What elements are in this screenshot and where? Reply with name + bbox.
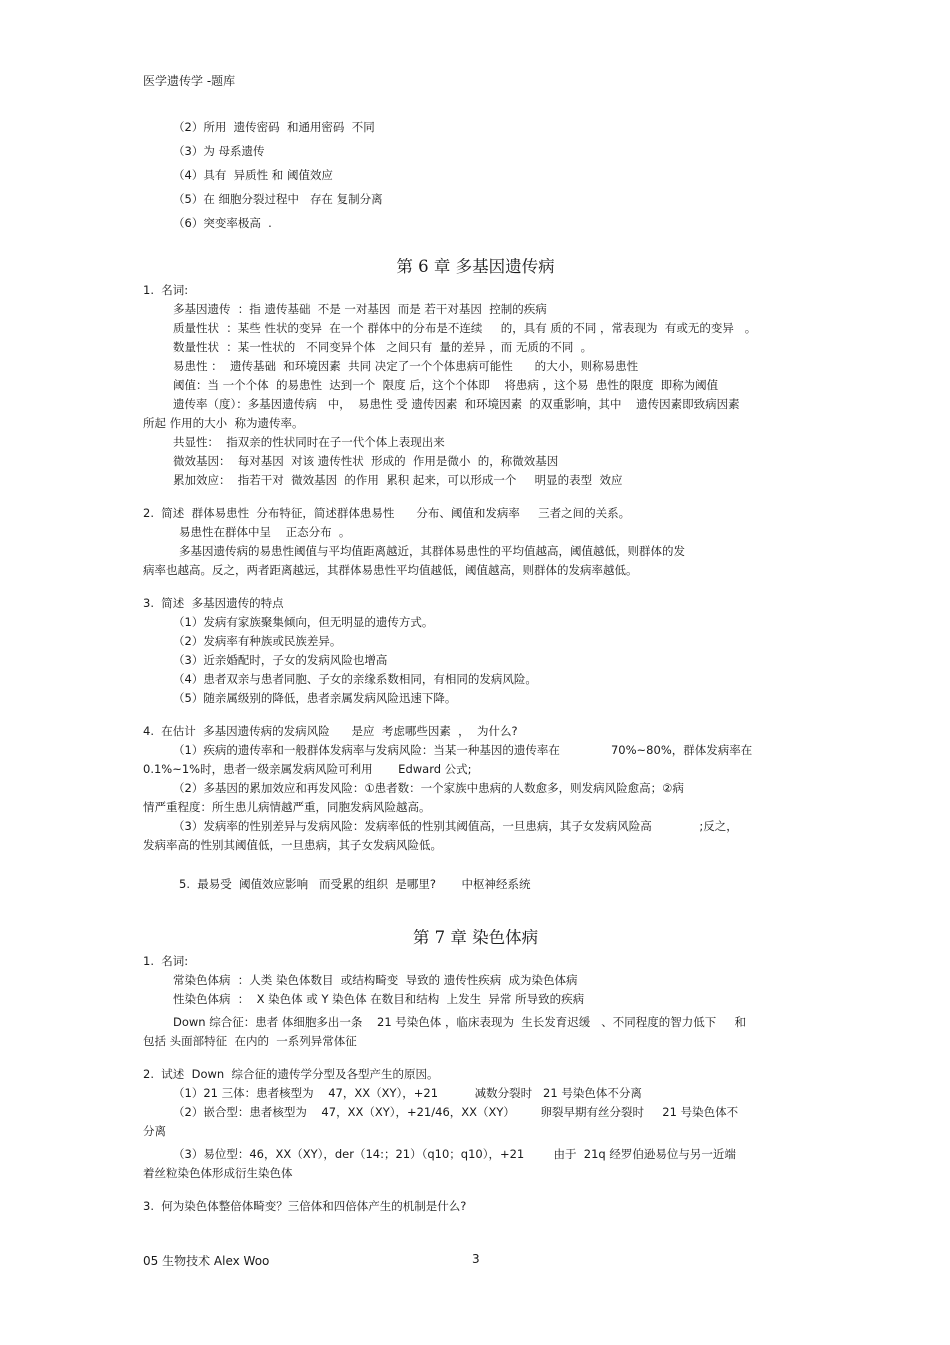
ch6-question-5: 5. 最易受 阈值效应影响 而受累的组织 是哪里? 中枢神经系统	[179, 877, 531, 891]
list-item: （3）近亲婚配时，子女的发病风险也增高	[173, 653, 388, 667]
ch7-question-2	[143, 1065, 808, 1183]
list-item: （3）为 母系遗传	[173, 144, 265, 158]
answer-line: 病率也越高。反之，两者距离越远，其群体易患性平均值越低，阈值越高，则群体的发病率越低。	[143, 563, 638, 577]
chapter-6-title: 第 6 章 多基因遗传病	[396, 257, 555, 276]
answer-line: （3）发病率的性别差异与发病风险：发病率低的性别其阈值高，一旦患病，其子女发病风险高 ;反之，	[173, 819, 738, 833]
page-footer-author: 05 生物技术 Alex Woo	[143, 1254, 270, 1268]
term-line: 多基因遗传 ：指 遗传基础 不是 一对基因 而是 若干对基因 控制的疾病	[173, 302, 547, 316]
answer-line: 着丝粒染色体形成衍生染色体	[143, 1166, 293, 1180]
answer-line: （2）嵌合型：患者核型为 47，XX（XY），+21/46，XX（XY） 卵裂早期有丝分裂时 21 号染色体不	[173, 1105, 739, 1119]
question-heading: 2. 简述 群体易患性 分布特征，简述群体患易性 分布、阈值和发病率 三者之间的关系。	[143, 506, 631, 520]
ch6-question-4	[143, 722, 808, 855]
ch7-question-3: 3. 何为染色体整倍体畸变？三倍体和四倍体产生的机制是什么?	[143, 1199, 467, 1213]
question-heading: 2. 试述 Down 综合征的遗传学分型及各型产生的原因。	[143, 1067, 439, 1081]
list-item: （4）具有 异质性 和 阈值效应	[173, 168, 333, 182]
term-line: 质量性状 ：某些 性状的变异 在一个 群体中的分布是不连续 的，具有 质的不同 ，常表现为 有或无的变异 。	[173, 321, 757, 335]
ch6-question-2	[143, 504, 808, 580]
list-item: （6）突变率极高 .	[173, 216, 272, 230]
term-line: 易患性 ： 遗传基础 和环境因素 共同 决定了一个个体患病可能性 的大小，则称易患性	[173, 359, 639, 373]
term-line: Down 综合征：患者 体细胞多出一条 21 号染色体 ，临床表现为 生长发育迟缓 、不同程度的智力低下 和	[173, 1015, 747, 1029]
answer-line: 易患性在群体中呈 正态分布 。	[179, 525, 351, 539]
answer-line: 多基因遗传病的易患性阈值与平均值距离越近，其群体易患性的平均值越高，阈值越低，则群体的发	[179, 544, 685, 558]
ch7-question-1	[143, 952, 808, 1051]
question-heading: 4. 在估计 多基因遗传病的发病风险 是应 考虑哪些因素 ， 为什么?	[143, 724, 518, 738]
term-line: 阈值：当 一个个体 的易患性 达到一个 限度 后，这个个体即 将患病 ，这个易 患性的限度 即称为阈值	[173, 378, 719, 392]
term-line-cont: 包括 头面部特征 在内的 一系列异常体征	[143, 1034, 357, 1048]
term-line: 性染色体病 ： X 染色体 或 Y 染色体 在数目和结构 上发生 异常 所导致的疾病	[173, 992, 585, 1006]
answer-line: （1）疾病的遗传率和一般群体发病率与发病风险：当某一种基因的遗传率在 70%~80%，群体发病率在	[173, 743, 753, 757]
answer-line: 发病率高的性别其阈值低，一旦患病，其子女发病风险低。	[143, 838, 442, 852]
term-line: 常染色体病 ：人类 染色体数目 或结构畸变 导致的 遗传性疾病 成为染色体病	[173, 973, 578, 987]
page-content	[143, 118, 808, 1216]
chapter-7-title: 第 7 章 染色体病	[412, 928, 539, 947]
answer-line: 分离	[143, 1124, 166, 1138]
answer-line: 情严重程度：所生患儿病情越严重，同胞发病风险越高。	[143, 800, 431, 814]
question-heading: 1. 名词:	[143, 283, 189, 297]
question-heading: 3. 简述 多基因遗传的特点	[143, 596, 284, 610]
answer-line: 0.1%~1%时，患者一级亲属发病风险可利用 Edward 公式;	[143, 762, 472, 776]
term-line-cont: 所起 作用的大小 称为遗传率。	[143, 416, 304, 430]
list-item: （5）在 细胞分裂过程中 存在 复制分离	[173, 192, 383, 206]
term-line: 数量性状 ：某一性状的 不同变异个体 之间只有 量的差异 ，而 无质的不同 。	[173, 340, 593, 354]
question-heading: 1. 名词:	[143, 954, 189, 968]
list-item: （5）随亲属级别的降低，患者亲属发病风险迅速下降。	[173, 691, 457, 705]
list-item: （2）所用 遗传密码 和通用密码 不同	[173, 120, 375, 134]
ch6-question-1	[143, 281, 808, 490]
ch6-question-3	[143, 594, 808, 708]
term-line: 共显性： 指双亲的性状同时在子一代个体上表现出来	[173, 435, 445, 449]
list-item: （4）患者双亲与患者同胞、子女的亲缘系数相同，有相同的发病风险。	[173, 672, 537, 686]
term-line: 累加效应： 指若干对 微效基因 的作用 累积 起来，可以形成一个 明显的表型 效应	[173, 473, 623, 487]
answer-line: （3）易位型：46，XX（XY），der（14:；21）（q10；q10），+21 由于 21q 经罗伯逊易位与另一近端	[173, 1147, 736, 1161]
answer-line: （1）21 三体：患者核型为 47，XX（XY），+21 减数分裂时 21 号染色体不分离	[173, 1086, 642, 1100]
page-header: 医学遗传学 -题库	[143, 74, 236, 88]
term-line: 微效基因： 每对基因 对该 遗传性状 形成的 作用是微小 的，称微效基因	[173, 454, 559, 468]
answer-line: （2）多基因的累加效应和再发风险：①患者数：一个家族中患病的人数愈多，则发病风险愈高；②病	[173, 781, 684, 795]
prev-section-list	[143, 118, 808, 233]
term-line: 遗传率（度）：多基因遗传病 中， 易患性 受 遗传因素 和环境因素 的双重影响，其中 遗传因素即致病因素	[173, 397, 740, 411]
page-number: 3	[472, 1252, 480, 1266]
list-item: （1）发病有家族聚集倾向，但无明显的遗传方式。	[173, 615, 434, 629]
list-item: （2）发病率有种族或民族差异。	[173, 634, 342, 648]
